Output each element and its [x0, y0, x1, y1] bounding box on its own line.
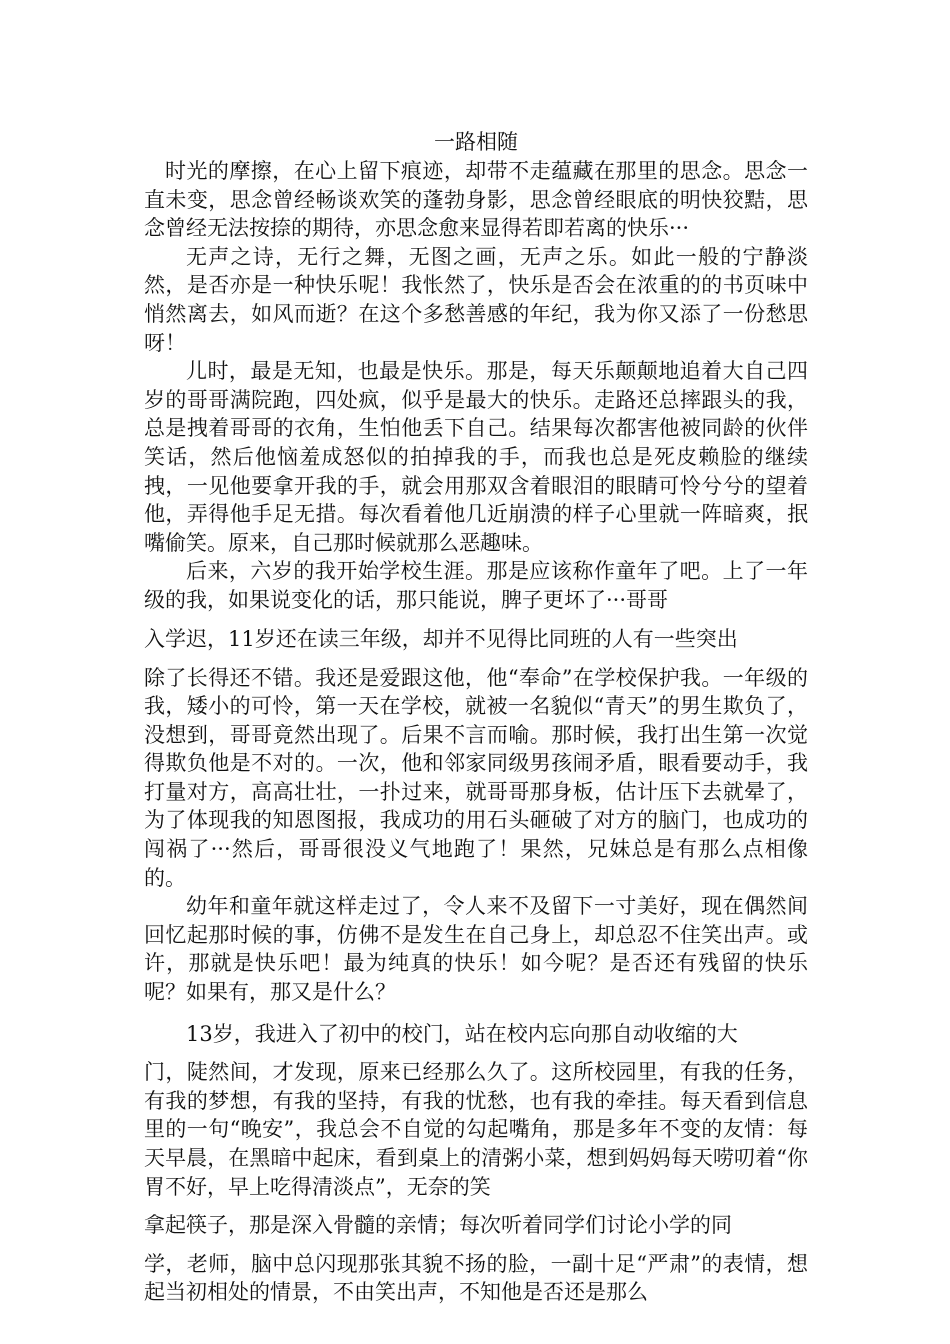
paragraph: 儿时，最是无知，也最是快乐。那是，每天乐颠颠地追着大自己四岁的哥哥满院跑，四处疯，似乎是最大的快乐。走路还总摔跟头的我，总是拽着哥哥的衣角，生怕他丢下自己。结果每次都害他被同龄的伙伴笑话，然后他恼羞成怒似的拍掉我的手，而我也总是死皮赖脸的继续拽，一见他要拿开我的手，就会用那双含着眼泪的眼睛可怜兮兮的望着他，弄得他手足无措。每次看着他几近崩溃的样子心里就一阵暗爽，抿嘴偷笑。原来，自己那时候就那么恶趣味。	[144, 359, 808, 555]
paragraph-continuation: 除了长得还不错。我还是爱跟这他，他“奉命”在学校保护我。一年级的我，矮小的可怜，第一天在学校，就被一名貌似“青天”的男生欺负了，没想到，哥哥竟然出现了。后果不言而喻。那时候，我打出生第一次觉得欺负他是不对的。一次，他和邻家同级男孩闹矛盾，眼看要动手，我打量对方，高高壮壮，一扑过来，就哥哥那身板，估计压下去就晕了，为了体现我的知恩图报，我成功的用石头砸破了对方的脑门，也成功的闯祸了···然后，哥哥很没义气地跑了！果然，兄妹总是有那么点相像的。	[144, 665, 808, 890]
paragraph-continuation: 学，老师，脑中总闪现那张其貌不扬的脸，一副十足“严肃”的表情，想起当初相处的情景，不由笑出声，不知他是否还是那么	[144, 1251, 808, 1305]
document-body	[144, 128, 808, 1307]
paragraph: 13岁，我进入了初中的校门，站在校内忘向那自动收缩的大	[186, 1021, 738, 1046]
paragraph: 幼年和童年就这样走过了，令人来不及留下一寸美好，现在偶然间回忆起那时候的事，仿佛不是发生在自己身上，却总忍不住笑出声。或许，那就是快乐吧！最为纯真的快乐！如今呢？是否还有残留的快乐呢？如果有，那又是什么？	[144, 894, 808, 1005]
paragraph: 时光的摩擦，在心上留下痕迹，却带不走蕴藏在那里的思念。思念一直未变，思念曾经畅谈欢笑的蓬勃身影，思念曾经眼底的明快狡黠，思念曾经无法按捺的期待，亦思念愈来显得若即若离的快乐···	[144, 159, 808, 241]
paragraph-continuation: 入学迟，11岁还在读三年级，却并不见得比同班的人有一些突出	[144, 626, 738, 651]
paragraph: 后来，六岁的我开始学校生涯。那是应该称作童年了吧。上了一年级的我，如果说变化的话，那只能说，脾子更坏了···哥哥	[144, 559, 808, 612]
paragraph: 无声之诗，无行之舞，无图之画，无声之乐。如此一般的宁静淡然，是否亦是一种快乐呢！我怅然了，快乐是否会在浓重的的书页味中悄然离去，如风而逝？在这个多愁善感的年纪，我为你又添了一份愁思呀！	[144, 244, 808, 355]
paragraph-continuation: 拿起筷子，那是深入骨髓的亲情；每次听着同学们讨论小学的同	[144, 1213, 732, 1238]
document-title: 一路相随	[434, 130, 518, 154]
paragraph-continuation: 门，陡然间，才发现，原来已经那么久了。这所校园里，有我的任务，有我的梦想，有我的坚持，有我的忧愁，也有我的牵挂。每天看到信息里的一句“晚安”，我总会不自觉的勾起嘴角，那是多年不变的友情：每天早晨，在黑暗中起床，看到桌上的清粥小菜，想到妈妈每天唠叨着“你胃不好，早上吃得清淡点”，无奈的笑	[144, 1060, 808, 1199]
